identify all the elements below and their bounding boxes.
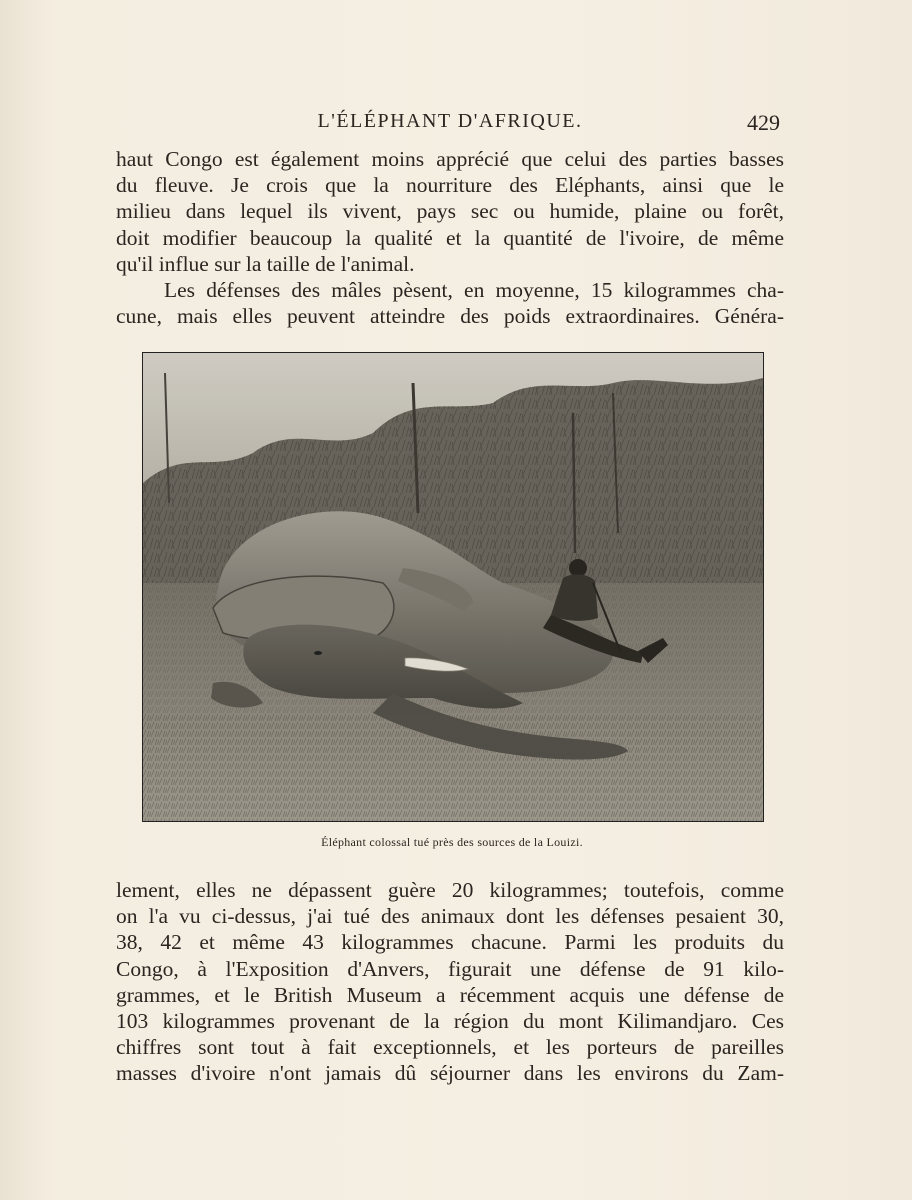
page-header bbox=[116, 108, 784, 138]
text-line: Congo, à l'Exposition d'Anvers, figurait une défense de 91 kilo- bbox=[116, 956, 784, 981]
text-line: 103 kilogrammes provenant de la région du mont Kilimandjaro. Ces bbox=[116, 1009, 784, 1034]
top-text-block bbox=[116, 146, 784, 329]
elephant-photograph bbox=[142, 352, 764, 822]
text-line: doit modifier beaucoup la qualité et la quantité de l'ivoire, de même bbox=[116, 225, 784, 250]
text-line: chiffres sont tout à fait exceptionnels, et les porteurs de pareilles bbox=[116, 1035, 784, 1060]
figure-caption: Éléphant colossal tué près des sources de la Louizi. bbox=[321, 835, 583, 849]
text-line: milieu dans lequel ils vivent, pays sec ou humide, plaine ou forêt, bbox=[116, 199, 784, 224]
text-line: qu'il influe sur la taille de l'animal. bbox=[116, 251, 415, 276]
bottom-text-block bbox=[116, 877, 784, 1087]
text-line: haut Congo est également moins apprécié que celui des parties basses bbox=[116, 147, 784, 171]
text-line: Les défenses des mâles pèsent, en moyenne, 15 kilogrammes cha- bbox=[164, 278, 784, 303]
text-line: grammes, et le British Museum a récemment acquis une défense de bbox=[116, 982, 784, 1007]
text-line: 38, 42 et même 43 kilogrammes chacune. Parmi les produits du bbox=[116, 930, 784, 955]
text-line: on l'a vu ci-dessus, j'ai tué des animaux dont les défenses pesaient 30, bbox=[116, 904, 784, 929]
page-number: 429 bbox=[747, 110, 780, 135]
text-line: du fleuve. Je crois que la nourriture des Eléphants, ainsi que le bbox=[116, 173, 784, 198]
text-line: masses d'ivoire n'ont jamais dû séjourner dans les environs du Zam- bbox=[116, 1061, 784, 1086]
text-line: cune, mais elles peuvent atteindre des poids extraordinaires. Généra- bbox=[116, 304, 784, 329]
text-line: lement, elles ne dépassent guère 20 kilogrammes; toutefois, comme bbox=[116, 878, 784, 902]
running-title: L'ÉLÉPHANT D'AFRIQUE. bbox=[317, 110, 583, 132]
